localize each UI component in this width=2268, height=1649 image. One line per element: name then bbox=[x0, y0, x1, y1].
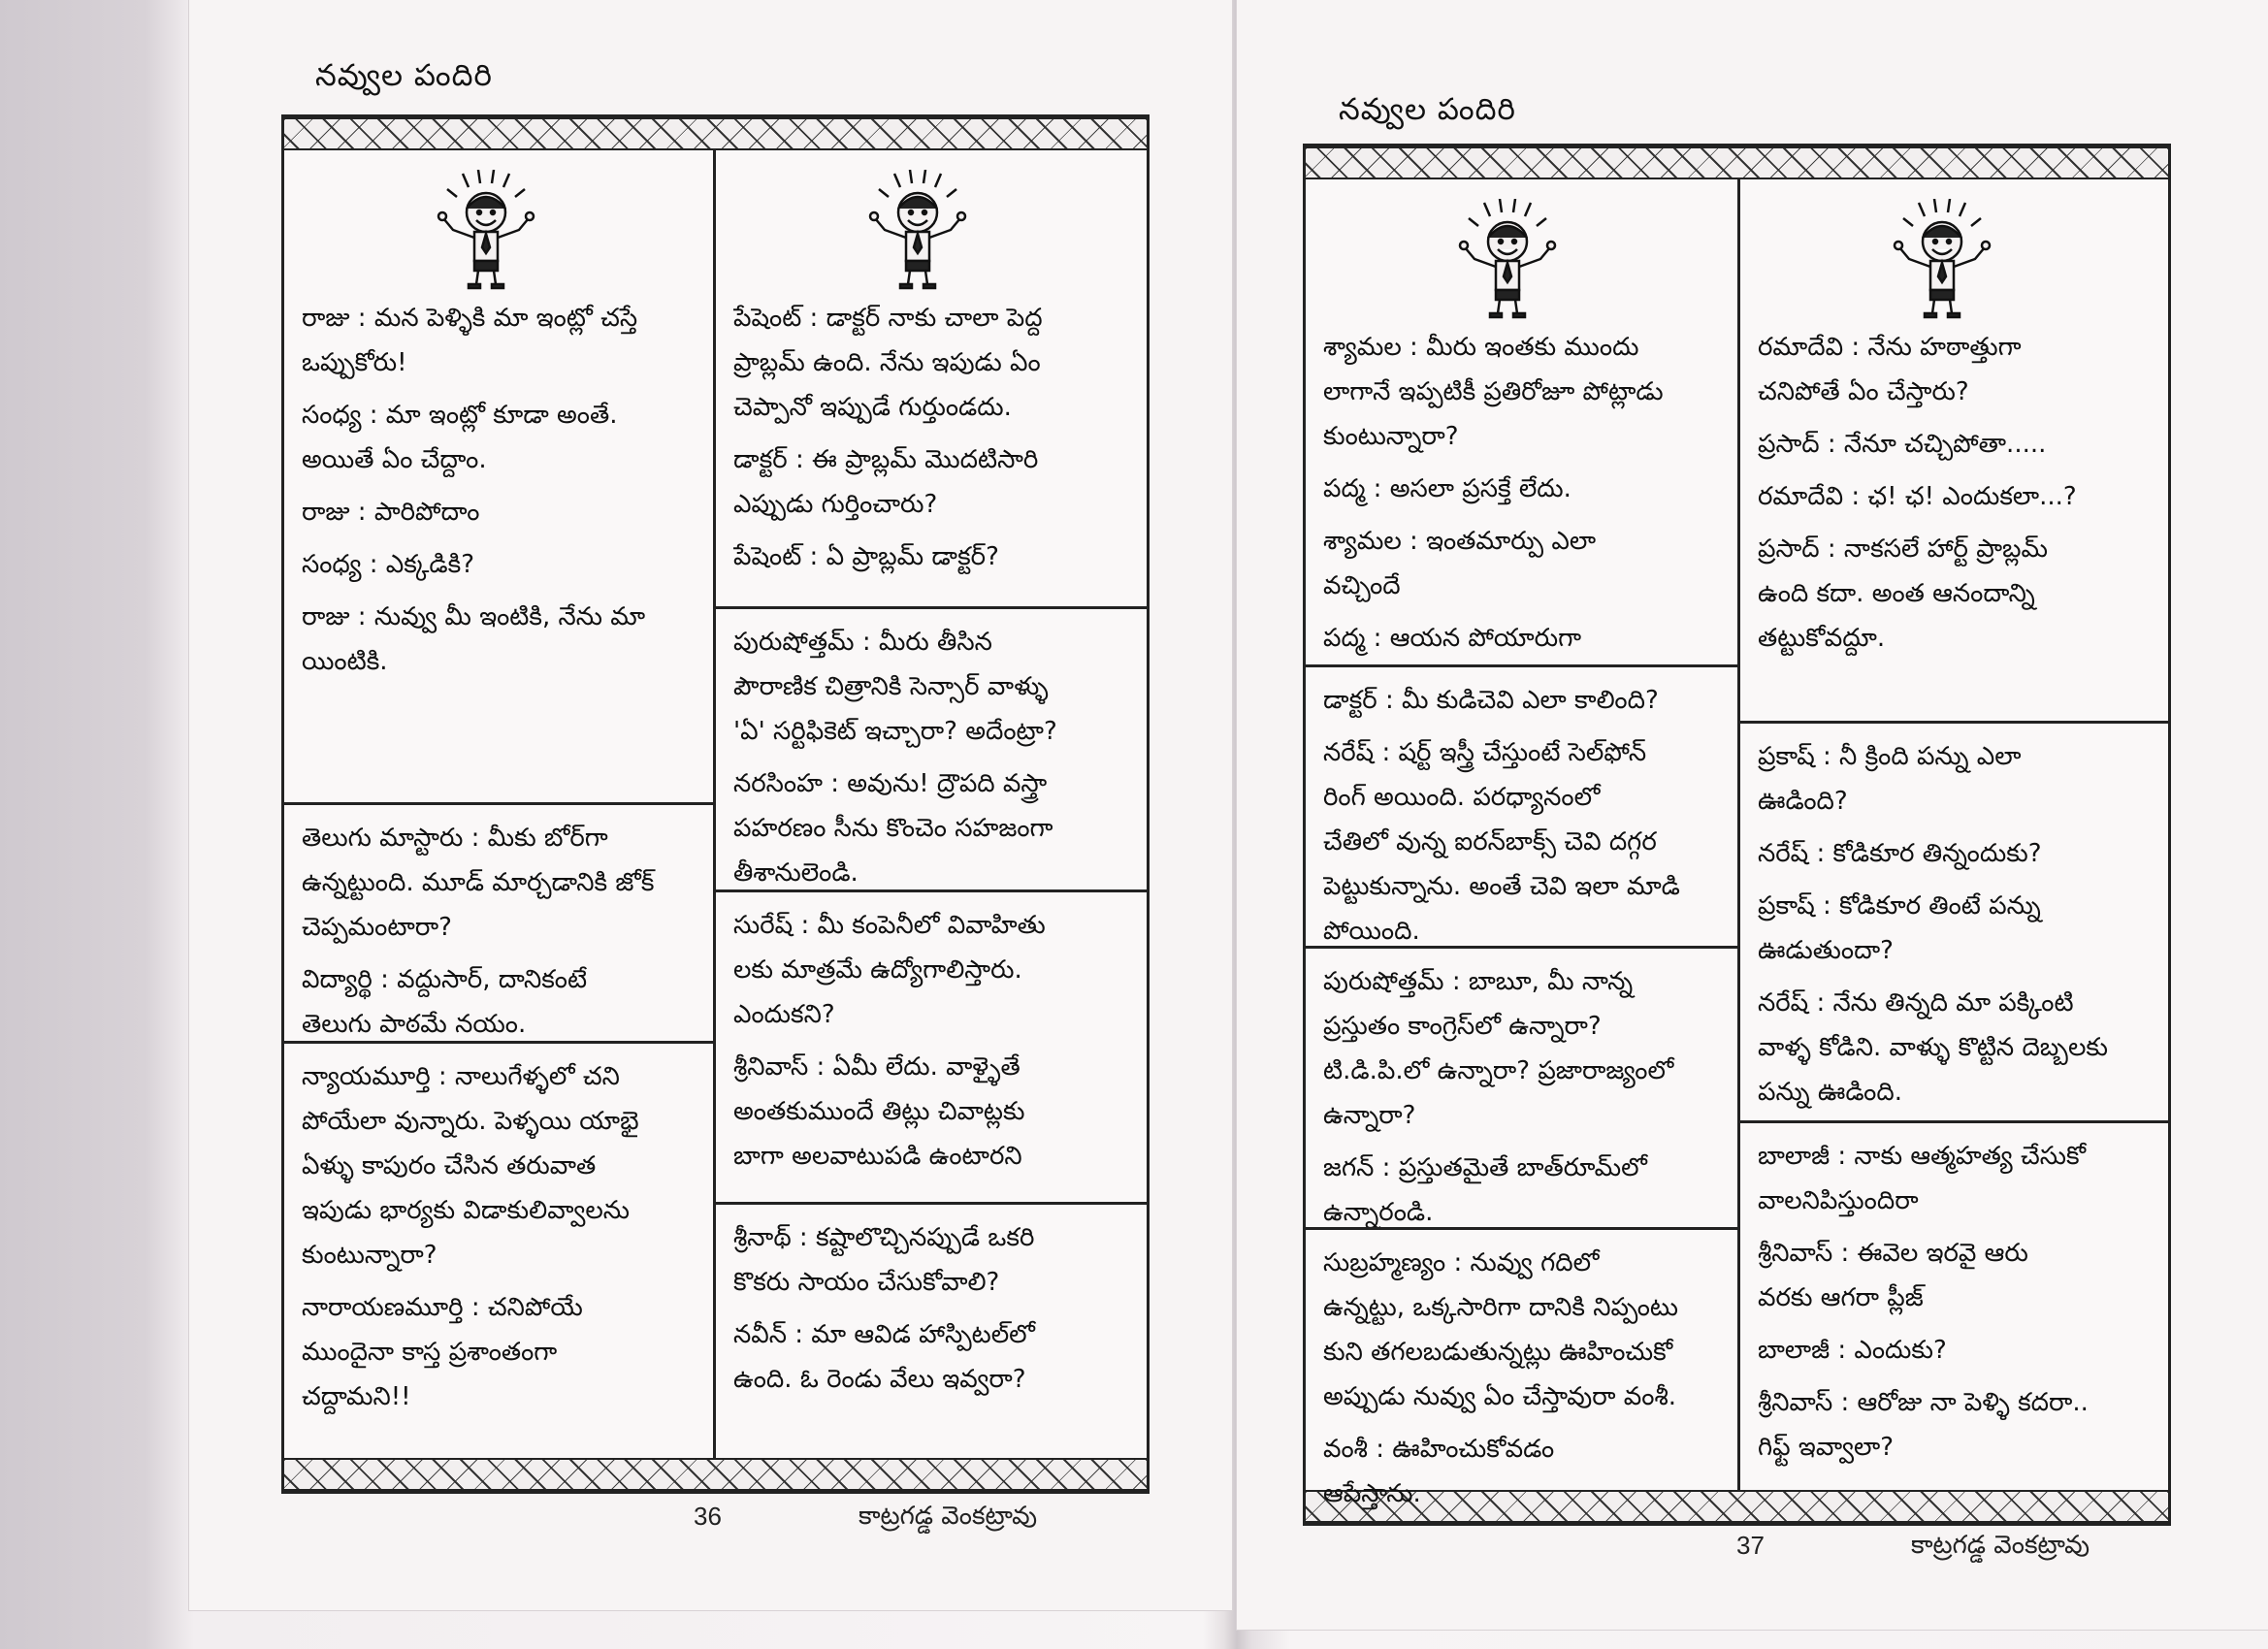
page-number: 36 bbox=[694, 1502, 722, 1531]
dialogue-line: సురేష్ : మీ కంపెనీలో వివాహితు bbox=[733, 911, 1046, 940]
left-page-col2 bbox=[716, 150, 1147, 1458]
cartoon-boy-icon bbox=[430, 170, 546, 295]
line-gap bbox=[1323, 459, 1720, 467]
line-gap bbox=[302, 385, 696, 393]
dialogue-line: పౌరాణిక చిత్రానికి సెన్సార్ వాళ్ళు bbox=[733, 672, 1049, 701]
line-gap bbox=[1758, 519, 2151, 527]
dialogue-line: అప్పుడు నువ్వు ఏం చేస్తావురా వంశీ. bbox=[1323, 1382, 1677, 1411]
dialogue-line: ఎప్పుడు గుర్తించారు? bbox=[733, 490, 938, 519]
line-gap bbox=[1323, 511, 1720, 519]
section-divider bbox=[1306, 946, 1737, 949]
dialogue-line: సంధ్య : ఎక్కడికి? bbox=[302, 550, 475, 579]
left-page bbox=[189, 0, 1232, 1610]
dialogue-line: ఉన్నారండి. bbox=[1323, 1198, 1434, 1227]
dialogue-line: ఉన్నట్టుంది. మూడ్ మార్చడానికి జోక్ bbox=[302, 868, 655, 897]
joke-block bbox=[1306, 959, 1737, 1235]
dialogue-line: ప్రకాష్ : నీ క్రింది పన్ను ఎలా bbox=[1758, 742, 2022, 771]
line-gap bbox=[1758, 414, 2151, 422]
dialogue-line: రమాదేవి : నేను హఠాత్తుగా bbox=[1758, 333, 2022, 362]
dialogue-line: జగన్ : ప్రస్తుతమైతే బాత్‌రూమ్‌లో bbox=[1323, 1153, 1647, 1182]
dialogue-line: నరేష్ : కోడికూర తిన్నందుకు? bbox=[1758, 839, 2042, 868]
dialogue-line: పురుషోత్తమ్ : మీరు తీసిన bbox=[733, 628, 992, 657]
dialogue-line: ముందైనా కాస్త ప్రశాంతంగా bbox=[302, 1338, 558, 1367]
dialogue-line: చేతిలో వున్న ఐరన్‌బాక్స్ చెవి దగ్గర bbox=[1323, 827, 1657, 857]
dialogue-line: ఉన్నట్టు, ఒక్కసారిగా దానికి నిప్పంటు bbox=[1323, 1293, 1678, 1322]
decorative-border-top bbox=[1306, 146, 2168, 179]
section-divider bbox=[284, 802, 713, 805]
joke-block bbox=[284, 296, 713, 684]
dialogue-line: రమాదేవి : ఛ! ఛ! ఎందుకలా...? bbox=[1758, 482, 2077, 511]
dialogue-line: డాక్టర్ : మీ కుడిచెవి ఎలా కాలింది? bbox=[1323, 686, 1659, 715]
line-gap bbox=[302, 482, 696, 490]
line-gap bbox=[1758, 467, 2151, 474]
line-gap bbox=[1758, 1373, 2151, 1380]
dialogue-line: ప్రస్తుతం కాంగ్రెస్‌లో ఉన్నారా? bbox=[1323, 1012, 1602, 1041]
joke-block bbox=[284, 816, 713, 1047]
dialogue-line: ఆపేస్తాను. bbox=[1323, 1479, 1421, 1508]
dialogue-line: సుబ్రహ్మణ్యం : నువ్వు గదిలో bbox=[1323, 1248, 1600, 1277]
dialogue-line: వాళ్ళ కోడిని. వాళ్ళు కొట్టిన దెబ్బలకు bbox=[1758, 1033, 2108, 1062]
right-page-header: నవ్వుల పందిరి bbox=[1339, 92, 1516, 127]
dialogue-line: పేషెంట్ : డాక్టర్ నాకు చాలా పెద్ద bbox=[733, 304, 1043, 333]
dialogue-line: ఉన్నారా? bbox=[1323, 1101, 1416, 1130]
dialogue-line: ఏళ్ళు కాపురం చేసిన తరువాత bbox=[302, 1151, 597, 1180]
dialogue-line: శ్రీనివాస్ : ఈవెల ఇరవై ఆరు bbox=[1758, 1239, 2028, 1268]
dialogue-line: తెలుగు మాస్టారు : మీకు బోర్‌గా bbox=[302, 824, 608, 853]
dialogue-line: కుంటున్నారా? bbox=[1323, 422, 1459, 451]
right-page-col2 bbox=[1740, 179, 2168, 1490]
dialogue-line: శ్యామల : మీరు ఇంతకు ముందు bbox=[1323, 333, 1639, 362]
dialogue-line: సంధ్య : మా ఇంట్లో కూడా అంతే. bbox=[302, 401, 618, 430]
dialogue-line: బాలాజీ : నాకు ఆత్మహత్య చేసుకో bbox=[1758, 1142, 2087, 1171]
dialogue-line: విద్యార్థి : వద్దుసార్, దానికంటే bbox=[302, 965, 588, 994]
dialogue-line: శ్రీనివాస్ : ఆరోజు నా పెళ్ళి కదరా.. bbox=[1758, 1388, 2089, 1417]
dialogue-line: ప్రసాద్ : నాకసలే హార్ట్ ప్రాబ్లమ్ bbox=[1758, 534, 2049, 564]
dialogue-line: కొకరు సాయం చేసుకోవాలి? bbox=[733, 1268, 1000, 1297]
line-gap bbox=[733, 754, 1129, 761]
dialogue-line: వాలనిపిస్తుందిరా bbox=[1758, 1186, 1919, 1215]
dialogue-line: అంతకుముందే తిట్లు చివాట్లకు bbox=[733, 1097, 1025, 1126]
dialogue-line: తట్టుకోవద్దూ. bbox=[1758, 624, 1886, 653]
dialogue-line: టి.డి.పి.లో ఉన్నారా? ప్రజారాజ్యంలో bbox=[1323, 1056, 1674, 1085]
section-divider bbox=[1306, 1227, 1737, 1230]
dialogue-line: 'ఏ' సర్టిఫికెట్ ఇచ్చారా? అదేంట్రా? bbox=[733, 717, 1057, 746]
line-gap bbox=[733, 1305, 1129, 1312]
joke-block bbox=[716, 296, 1147, 579]
dialogue-line: చెప్పానో ఇప్పుడే గుర్తుండదు. bbox=[733, 393, 1012, 422]
decorative-border-top bbox=[284, 117, 1147, 150]
dialogue-line: నవీన్ : మా ఆవిడ హాస్పిటల్‌లో bbox=[733, 1320, 1035, 1349]
dialogue-line: పహరణం సీను కొంచెం సహజంగా bbox=[733, 814, 1053, 843]
right-page-col1 bbox=[1306, 179, 1737, 1508]
line-gap bbox=[1758, 824, 2151, 831]
right-page-frame bbox=[1303, 144, 2171, 1526]
dialogue-line: పద్మ : అసలా ప్రసక్తే లేదు. bbox=[1323, 474, 1571, 503]
section-divider bbox=[716, 1202, 1147, 1205]
section-divider bbox=[284, 1041, 713, 1044]
dialogue-line: నరసింహ : అవును! ద్రౌపది వస్త్రా bbox=[733, 769, 1048, 798]
line-gap bbox=[733, 1037, 1129, 1045]
decorative-border-bottom bbox=[284, 1458, 1147, 1491]
dialogue-line: తెలుగు పాఠమే నయం. bbox=[302, 1010, 527, 1039]
line-gap bbox=[302, 587, 696, 595]
dialogue-line: కుంటున్నారా? bbox=[302, 1241, 437, 1270]
dialogue-line: పోయింది. bbox=[1323, 917, 1420, 946]
joke-block bbox=[716, 1215, 1147, 1402]
cartoon-boy-icon bbox=[1451, 199, 1568, 324]
joke-block bbox=[1740, 1134, 2168, 1470]
dialogue-line: శ్రీనివాస్ : ఏమీ లేదు. వాళ్ళైతే bbox=[733, 1052, 1021, 1082]
dialogue-line: అయితే ఏం చేద్దాం. bbox=[302, 445, 487, 474]
dialogue-line: ఊడుతుందా? bbox=[1758, 936, 1894, 965]
dialogue-line: నరేష్ : షర్ట్ ఇస్త్రీ చేస్తుంటే సెల్‌ఫోన్ bbox=[1323, 738, 1647, 767]
dialogue-line: చద్దామని!! bbox=[302, 1382, 411, 1411]
dialogue-line: చెప్పమంటారా? bbox=[302, 913, 452, 942]
dialogue-line: బాలాజీ : ఎందుకు? bbox=[1758, 1336, 1947, 1365]
dialogue-line: యింటికి. bbox=[302, 647, 388, 676]
left-page-header: నవ్వుల పందిరి bbox=[315, 58, 493, 93]
dialogue-line: నరేష్ : నేను తిన్నది మా పక్కింటి bbox=[1758, 988, 2074, 1018]
section-divider bbox=[716, 889, 1147, 892]
section-divider bbox=[1740, 721, 2168, 724]
line-gap bbox=[1758, 876, 2151, 884]
dialogue-line: పేషెంట్ : ఏ ప్రాబ్లమ్ డాక్టర్? bbox=[733, 542, 999, 571]
line-gap bbox=[733, 430, 1129, 437]
section-divider bbox=[1306, 664, 1737, 667]
dialogue-line: ప్రకాష్ : కోడికూర తింటే పన్ను bbox=[1758, 891, 2041, 921]
dialogue-line: లాగానే ఇప్పటికీ ప్రతిరోజూ పోట్లాడు bbox=[1323, 377, 1664, 406]
dialogue-line: శ్యామల : ఇంతమార్పు ఎలా bbox=[1323, 527, 1597, 556]
dialogue-line: గిఫ్ట్ ఇవ్వాలా? bbox=[1758, 1433, 1895, 1462]
dialogue-line: పన్ను ఊడింది. bbox=[1758, 1078, 1902, 1107]
line-gap bbox=[1323, 1419, 1720, 1427]
dialogue-line: పెట్టుకున్నాను. అంతే చెవి ఇలా మాడి bbox=[1323, 872, 1680, 901]
dialogue-line: రాజు : పారిపోదాం bbox=[302, 498, 480, 527]
cartoon-boy-icon bbox=[1886, 199, 2002, 324]
dialogue-line: ప్రాబ్లమ్ ఉంది. నేను ఇపుడు ఏం bbox=[733, 348, 1041, 377]
line-gap bbox=[733, 527, 1129, 534]
dialogue-line: కుని తగలబడుతున్నట్లు ఊహించుకో bbox=[1323, 1338, 1673, 1367]
dialogue-line: శ్రీనాథ్ : కష్టాలొచ్చినప్పుడే ఒకరి bbox=[733, 1223, 1035, 1252]
dialogue-line: పోయేలా వున్నారు. పెళ్ళయి యాభై bbox=[302, 1107, 639, 1136]
author-name: కాట్రగడ్డ వెంకట్రావు bbox=[859, 1502, 1038, 1531]
dialogue-line: తీశానులెండి. bbox=[733, 858, 859, 888]
right-page bbox=[1237, 0, 2268, 1630]
dialogue-line: ఎందుకని? bbox=[733, 1000, 835, 1029]
joke-block bbox=[716, 903, 1147, 1179]
line-gap bbox=[1323, 723, 1720, 730]
page-number: 37 bbox=[1736, 1531, 1765, 1560]
author-name: కాట్రగడ్డ వెంకట్రావు bbox=[1911, 1531, 2090, 1560]
line-gap bbox=[1758, 1320, 2151, 1328]
section-divider bbox=[716, 606, 1147, 609]
joke-block bbox=[1740, 734, 2168, 1115]
line-gap bbox=[302, 950, 696, 957]
dialogue-line: ఉంది కదా. అంత ఆనందాన్ని bbox=[1758, 579, 2035, 608]
joke-block bbox=[1306, 1241, 1737, 1516]
cartoon-boy-icon bbox=[861, 170, 978, 295]
joke-block bbox=[1740, 325, 2168, 661]
dialogue-line: రాజు : మన పెళ్ళికి మా ఇంట్లో చస్తే bbox=[302, 304, 638, 333]
dialogue-line: నారాయణమూర్తి : చనిపోయే bbox=[302, 1293, 583, 1322]
line-gap bbox=[1323, 608, 1720, 616]
joke-block bbox=[1306, 325, 1737, 661]
dialogue-line: పురుషోత్తమ్ : బాబూ, మీ నాన్న bbox=[1323, 967, 1634, 996]
dialogue-line: ఇపుడు భార్యకు విడాకులివ్వాలను bbox=[302, 1196, 631, 1225]
dialogue-line: రాజు : నువ్వు మీ ఇంటికి, నేను మా bbox=[302, 602, 646, 631]
dialogue-line: చనిపోతే ఏం చేస్తారు? bbox=[1758, 377, 1969, 406]
left-page-frame bbox=[281, 114, 1150, 1494]
dialogue-line: డాక్టర్ : ఈ ప్రాబ్లమ్ మొదటిసారి bbox=[733, 445, 1039, 474]
dialogue-line: బాగా అలవాటుపడి ఉంటారని bbox=[733, 1142, 1022, 1171]
dialogue-line: లకు మాత్రమే ఉద్యోగాలిస్తారు. bbox=[733, 955, 1022, 985]
dialogue-line: వరకు ఆగరా ప్లీజ్ bbox=[1758, 1283, 1924, 1312]
dialogue-line: వచ్చిందే bbox=[1323, 571, 1401, 600]
left-page-col1 bbox=[284, 150, 713, 1458]
line-gap bbox=[1323, 1138, 1720, 1146]
section-divider bbox=[1740, 1120, 2168, 1123]
dialogue-line: పద్మ : ఆయన పోయారుగా bbox=[1323, 624, 1582, 653]
joke-block bbox=[716, 620, 1147, 895]
line-gap bbox=[302, 534, 696, 542]
joke-block bbox=[284, 1054, 713, 1419]
line-gap bbox=[302, 1277, 696, 1285]
dialogue-line: ప్రసాద్ : నేనూ చచ్చిపోతా..... bbox=[1758, 430, 2047, 459]
dialogue-line: ఒప్పుకోరు! bbox=[302, 348, 407, 377]
dialogue-line: న్యాయమూర్తి : నాలుగేళ్ళలో చని bbox=[302, 1062, 620, 1091]
dialogue-line: వంశీ : ఊహించుకోవడం bbox=[1323, 1435, 1555, 1464]
dialogue-line: ఊడింది? bbox=[1758, 787, 1848, 816]
dialogue-line: ఉంది. ఓ రెండు వేలు ఇవ్వరా? bbox=[733, 1365, 1026, 1394]
dialogue-line: రింగ్ అయింది. పరధ్యానంలో bbox=[1323, 783, 1601, 812]
joke-block bbox=[1306, 678, 1737, 954]
line-gap bbox=[1758, 973, 2151, 981]
line-gap bbox=[1758, 1223, 2151, 1231]
